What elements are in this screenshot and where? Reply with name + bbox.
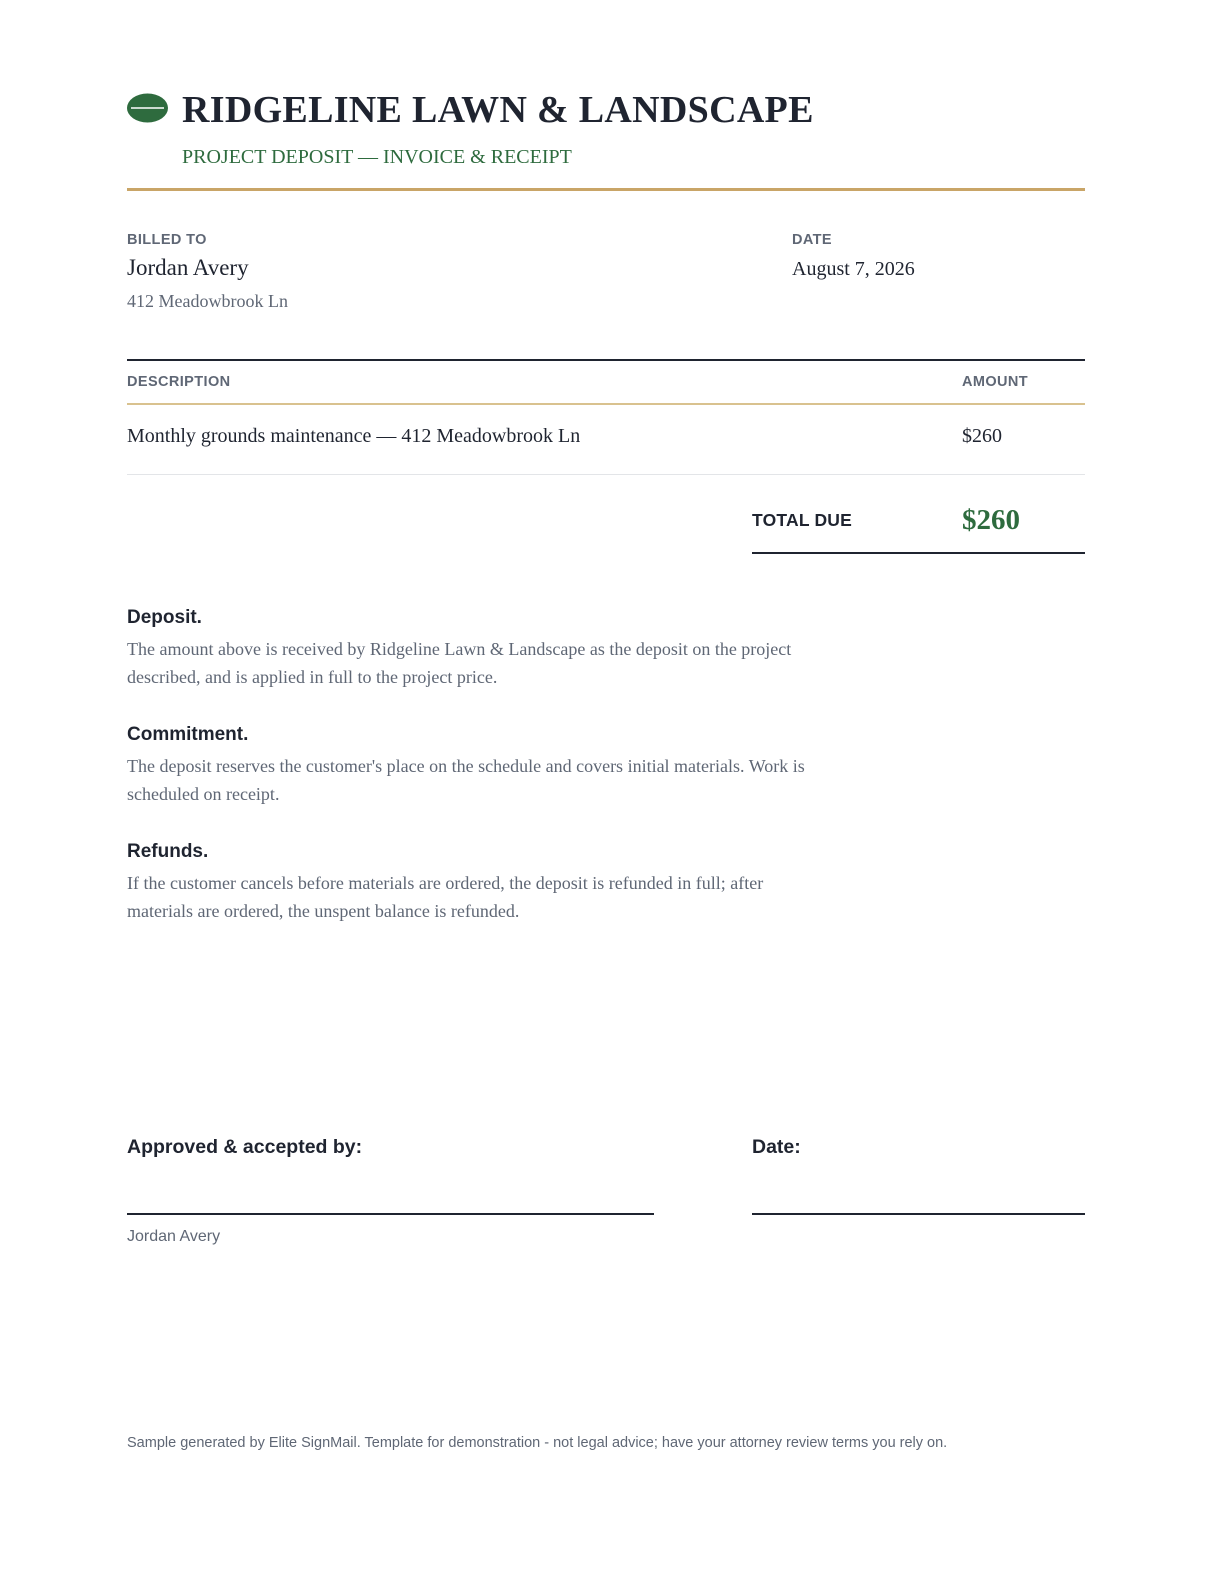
refunds-term xyxy=(127,841,827,925)
footer-disclaimer: Sample generated by Elite SignMail. Template for demonstration - not legal advice; have your attorney review terms you rely on. xyxy=(127,1435,948,1451)
refunds-term-heading: Refunds. xyxy=(127,841,209,862)
company-name: RIDGELINE LAWN & LANDSCAPE xyxy=(182,89,814,131)
signature-line[interactable] xyxy=(127,1213,654,1215)
deposit-term-body: The amount above is received by Ridgeline Lawn & Landscape as the deposit on the project described, and is applied in full to the project price. xyxy=(127,639,792,687)
signer-name: Jordan Avery xyxy=(127,1228,221,1245)
commitment-term-heading: Commitment. xyxy=(127,724,249,745)
header-divider xyxy=(127,188,1085,191)
total-due-value: $260 xyxy=(962,504,1020,536)
total-divider xyxy=(752,552,1085,554)
approved-by-label: Approved & accepted by: xyxy=(127,1136,363,1158)
billed-to-label: BILLED TO xyxy=(127,232,207,248)
amount-column-header: AMOUNT xyxy=(962,374,1029,390)
deposit-term-heading: Deposit. xyxy=(127,607,202,628)
commitment-term-body: The deposit reserves the customer's place on the schedule and covers initial materials. Work is scheduled on receipt. xyxy=(127,756,805,804)
table-top-divider xyxy=(127,359,1085,361)
line-item-description: Monthly grounds maintenance — 412 Meadowbrook Ln xyxy=(127,425,581,447)
signature-date-line[interactable] xyxy=(752,1213,1085,1215)
total-due-label: TOTAL DUE xyxy=(752,510,852,530)
line-item-amount: $260 xyxy=(962,425,1002,447)
commitment-term xyxy=(127,724,827,808)
refunds-term-body: If the customer cancels before materials are ordered, the deposit is refunded in full; after materials are ordered, the unspent balance is refunded. xyxy=(127,873,764,921)
signature-date-label: Date: xyxy=(752,1136,801,1158)
billed-to-address: 412 Meadowbrook Ln xyxy=(127,291,288,311)
date-value: August 7, 2026 xyxy=(792,258,915,280)
table-header-divider xyxy=(127,403,1085,405)
description-column-header: DESCRIPTION xyxy=(127,374,231,390)
deposit-term xyxy=(127,607,827,691)
billed-to-name: Jordan Avery xyxy=(127,255,249,280)
table-row-divider xyxy=(127,474,1085,475)
document-subtitle: PROJECT DEPOSIT — INVOICE & RECEIPT xyxy=(182,146,572,168)
date-label: DATE xyxy=(792,232,832,248)
leaf-icon xyxy=(127,93,168,123)
